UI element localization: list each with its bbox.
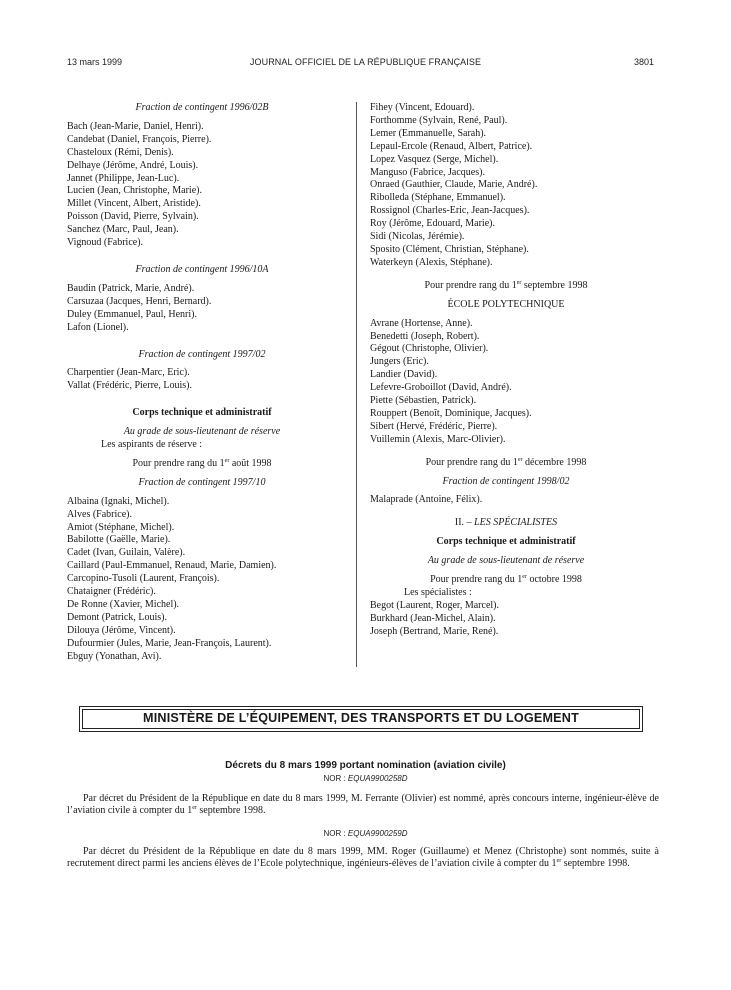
- list-item: Cadet (Ivan, Guilain, Valère).: [67, 547, 186, 559]
- list-item: Sidi (Nicolas, Jérémie).: [370, 231, 465, 243]
- name-list-1997-10: [67, 496, 337, 664]
- rang-octobre-line: Pour prendre rang du 1er octobre 1998: [430, 574, 582, 586]
- list-item: Sibert (Hervé, Frédéric, Pierre).: [370, 420, 498, 432]
- nor-reference-1: NOR : EQUA9900258D: [323, 774, 408, 783]
- list-item: Gégout (Christophe, Olivier).: [370, 343, 489, 355]
- journal-title: JOURNAL OFFICIEL DE LA RÉPUBLIQUE FRANÇAISE: [249, 57, 482, 67]
- page-header: [0, 57, 731, 71]
- list-item: Lemer (Emmanuelle, Sarah).: [370, 127, 487, 139]
- list-item: Lefevre-Groboillot (David, André).: [370, 382, 512, 394]
- list-item: Rouppert (Benoît, Dominique, Jacques).: [370, 407, 532, 419]
- nor-reference-2: NOR : EQUA9900259D: [323, 829, 408, 838]
- malaprade-entry: Malaprade (Antoine, Félix).: [370, 494, 483, 506]
- list-item: Burkhard (Jean-Michel, Alain).: [370, 612, 496, 624]
- list-item: Benedetti (Joseph, Robert).: [370, 330, 480, 342]
- list-item: Dilouya (Jérôme, Vincent).: [67, 624, 176, 636]
- name-list-1997-02: [67, 367, 337, 393]
- list-item: Waterkeyn (Alexis, Stéphane).: [370, 256, 493, 268]
- list-item: Amiot (Stéphane, Michel).: [67, 521, 175, 533]
- ministry-banner: [79, 706, 643, 732]
- list-item: Delhaye (Jérôme, André, Louis).: [67, 159, 199, 171]
- list-item: Demont (Patrick, Louis).: [67, 611, 167, 623]
- list-item: Sposito (Clément, Christian, Stéphane).: [370, 243, 529, 255]
- list-item: Alves (Fabrice).: [67, 508, 132, 520]
- name-list-1996-10a: [67, 283, 337, 335]
- corps-heading: Corps technique et administratif: [132, 407, 272, 419]
- list-item: Landier (David).: [370, 369, 438, 381]
- section-heading-1997-02: Fraction de contingent 1997/02: [138, 348, 266, 360]
- list-item: Sanchez (Marc, Paul, Jean).: [67, 224, 179, 236]
- list-item: Chataigner (Frédéric).: [67, 586, 156, 598]
- list-item: Poisson (David, Pierre, Sylvain).: [67, 211, 199, 223]
- list-item: Caillard (Paul-Emmanuel, Renaud, Marie, Damien).: [67, 560, 277, 572]
- name-list-continued: [370, 102, 642, 270]
- ministry-title: MINISTÈRE DE L’ÉQUIPEMENT, DES TRANSPORTS ET DU LOGEMENT: [143, 711, 579, 725]
- rang-aout-line: Pour prendre rang du 1er août 1998: [132, 457, 272, 469]
- rang-septembre-line: Pour prendre rang du 1er septembre 1998: [424, 279, 588, 291]
- corps-heading-right: Corps technique et administratif: [436, 536, 576, 548]
- grade-line: Au grade de sous-lieutenant de réserve: [123, 426, 281, 438]
- list-item: Candebat (Daniel, François, Pierre).: [67, 133, 212, 145]
- list-item: Charpentier (Jean-Marc, Eric).: [67, 367, 190, 379]
- specialistes-heading: II. – LES SPÉCIALISTES: [454, 517, 558, 529]
- ecole-polytechnique-heading: ÉCOLE POLYTECHNIQUE: [447, 298, 565, 310]
- list-item: Dufourmier (Jules, Marie, Jean-François, Laurent).: [67, 637, 272, 649]
- list-item: De Ronne (Xavier, Michel).: [67, 599, 180, 610]
- right-column: [370, 102, 642, 639]
- list-item: Vignoud (Fabrice).: [67, 237, 144, 249]
- list-item: Chasteloux (Rémi, Denis).: [67, 146, 174, 158]
- name-list-polytechnique: [370, 318, 642, 447]
- list-item: Onraed (Gauthier, Claude, Marie, André).: [370, 179, 538, 191]
- name-list-specialistes: [370, 600, 642, 639]
- list-item: Piette (Sébastien, Patrick).: [370, 395, 477, 407]
- list-item: Fihey (Vincent, Edouard).: [370, 102, 475, 113]
- column-divider: [356, 102, 357, 667]
- specialistes-intro: Les spécialistes :: [404, 587, 472, 598]
- list-item: Rossignol (Charles-Eric, Jean-Jacques).: [370, 205, 530, 217]
- list-item: Jungers (Eric).: [370, 356, 429, 368]
- left-column: [67, 102, 337, 664]
- list-item: Duley (Emmanuel, Paul, Henri).: [67, 308, 197, 320]
- list-item: Vuillemin (Alexis, Marc-Olivier).: [370, 433, 506, 445]
- list-item: Baudin (Patrick, Marie, André).: [67, 282, 195, 294]
- list-item: Carsuzaa (Jacques, Henri, Bernard).: [67, 295, 212, 307]
- list-item: Joseph (Bertrand, Marie, René).: [370, 625, 499, 637]
- section-heading-1998-02: Fraction de contingent 1998/02: [442, 475, 570, 487]
- list-item: Millet (Vincent, Albert, Aristide).: [67, 198, 201, 210]
- list-item: Vallat (Frédéric, Pierre, Louis).: [67, 380, 192, 392]
- decret-paragraph-2: Par décret du Président de la République en date du 8 mars 1999, MM. Roger (Guillaume) et Menez (Christophe) sont nommés, suite à recrutement direct parmi les anciens élèves de l’Ecole polytechnique, ingénieurs-élèves de l’aviation civile à compter du 1er septembre 1998.: [67, 846, 659, 869]
- list-item: Ribolleda (Stéphane, Emmanuel).: [370, 192, 506, 204]
- header-date: 13 mars 1999: [67, 57, 123, 67]
- decrets-title: Décrets du 8 mars 1999 portant nomination (aviation civile): [225, 760, 506, 771]
- list-item: Begot (Laurent, Roger, Marcel).: [370, 599, 499, 611]
- section-heading-1996-10a: Fraction de contingent 1996/10A: [135, 263, 269, 275]
- list-item: Forthomme (Sylvain, René, Paul).: [370, 114, 508, 126]
- list-item: Lucien (Jean, Christophe, Marie).: [67, 185, 202, 197]
- list-item: Lepaul-Ercole (Renaud, Albert, Patrice).: [370, 140, 533, 152]
- section-heading-1996-02b: Fraction de contingent 1996/02B: [135, 102, 269, 113]
- aspirants-line: Les aspirants de réserve :: [101, 439, 203, 451]
- list-item: Bach (Jean-Marie, Daniel, Henri).: [67, 120, 204, 132]
- list-item: Manguso (Fabrice, Jacques).: [370, 166, 485, 178]
- list-item: Jannet (Philippe, Jean-Luc).: [67, 172, 180, 184]
- decret-paragraph-1: Par décret du Président de la République en date du 8 mars 1999, M. Ferrante (Olivier) est nommé, après concours interne, ingénieur-élève de l’aviation civile à compter du 1er septembre 1998.: [67, 793, 659, 816]
- list-item: Lopez Vasquez (Serge, Michel).: [370, 153, 499, 165]
- list-item: Roy (Jérôme, Edouard, Marie).: [370, 218, 495, 230]
- page-number: 3801: [633, 57, 654, 67]
- list-item: Albaina (Ignaki, Michel).: [67, 495, 170, 507]
- rang-decembre-line: Pour prendre rang du 1er décembre 1998: [425, 456, 587, 468]
- list-item: Ebguy (Yonathan, Avi).: [67, 650, 162, 662]
- list-item: Avrane (Hortense, Anne).: [370, 317, 473, 329]
- section-heading-1997-10: Fraction de contingent 1997/10: [138, 476, 266, 488]
- grade-line-right: Au grade de sous-lieutenant de réserve: [427, 555, 585, 567]
- name-list-1996-02b: [67, 121, 337, 250]
- list-item: Lafon (Lionel).: [67, 321, 129, 333]
- list-item: Babilotte (Gaëlle, Marie).: [67, 534, 171, 546]
- list-item: Carcopino-Tusoli (Laurent, François).: [67, 573, 220, 585]
